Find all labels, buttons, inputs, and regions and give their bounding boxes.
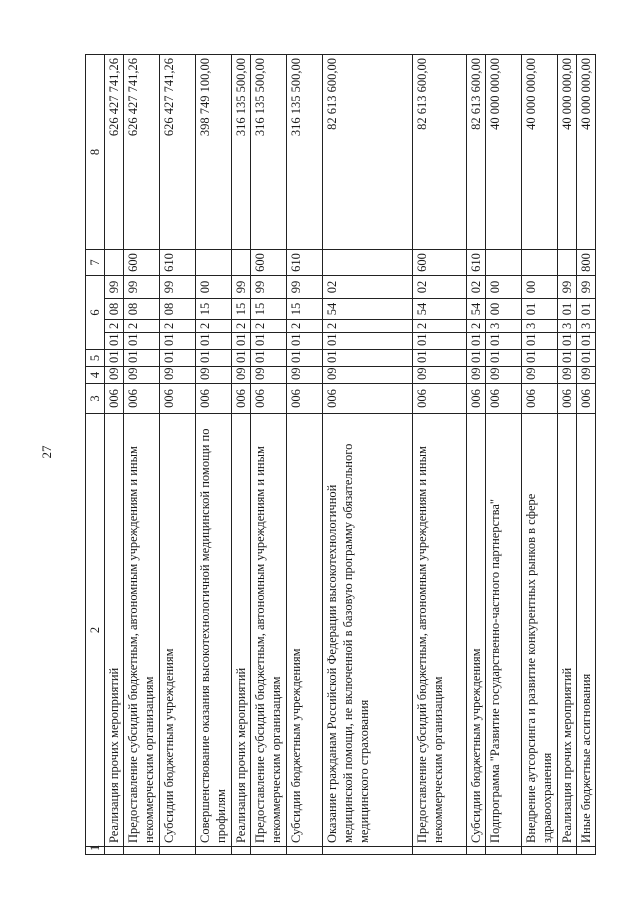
- code-cell: 2: [124, 320, 160, 333]
- amount-cell: 40 000 000,00: [558, 55, 577, 250]
- code-cell: 006: [160, 384, 196, 414]
- code-cell: 09: [413, 367, 467, 384]
- code-cell: 01: [577, 350, 596, 367]
- code-cell: 006: [522, 384, 558, 414]
- code-cell: 99: [105, 276, 124, 299]
- document-table-area: [85, 55, 593, 855]
- empty-cell: [124, 847, 160, 855]
- column-number-row: [86, 55, 105, 855]
- code-cell: 54: [467, 299, 486, 320]
- code-cell: 01: [287, 350, 323, 367]
- code-cell: 00: [522, 276, 558, 299]
- code-cell: 01: [323, 333, 413, 350]
- table-row: [105, 55, 124, 855]
- code-cell: 01: [251, 333, 287, 350]
- code-cell: 006: [486, 384, 522, 414]
- empty-cell: [467, 847, 486, 855]
- code-cell: 01: [196, 333, 232, 350]
- code-cell: [522, 250, 558, 276]
- code-cell: 99: [232, 276, 251, 299]
- code-cell: 01: [232, 333, 251, 350]
- code-cell: 006: [232, 384, 251, 414]
- code-cell: [323, 250, 413, 276]
- code-cell: 01: [160, 350, 196, 367]
- name-cell: Предоставление субсидий бюджетным, автономным учреждениям и иным некоммерческим организациям: [251, 414, 287, 847]
- table-row: [558, 55, 577, 855]
- amount-cell: 316 135 500,00: [251, 55, 287, 250]
- code-cell: 01: [323, 350, 413, 367]
- code-cell: 01: [413, 333, 467, 350]
- code-cell: 99: [287, 276, 323, 299]
- code-cell: 09: [467, 367, 486, 384]
- table-row: [124, 55, 160, 855]
- empty-cell: [251, 847, 287, 855]
- code-cell: 09: [232, 367, 251, 384]
- code-cell: 2: [413, 320, 467, 333]
- table-row: [251, 55, 287, 855]
- column-number: 4: [86, 367, 105, 384]
- code-cell: 08: [160, 299, 196, 320]
- code-cell: 800: [577, 250, 596, 276]
- code-cell: 99: [558, 276, 577, 299]
- code-cell: 01: [232, 350, 251, 367]
- empty-cell: [196, 847, 232, 855]
- code-cell: 02: [467, 276, 486, 299]
- name-cell: Субсидии бюджетным учреждениям: [160, 414, 196, 847]
- code-cell: 01: [522, 333, 558, 350]
- code-cell: 15: [196, 299, 232, 320]
- code-cell: 006: [577, 384, 596, 414]
- code-cell: 99: [160, 276, 196, 299]
- code-cell: 01: [251, 350, 287, 367]
- empty-cell: [232, 847, 251, 855]
- empty-cell: [160, 847, 196, 855]
- code-cell: 09: [577, 367, 596, 384]
- empty-cell: [413, 847, 467, 855]
- amount-cell: 82 613 600,00: [467, 55, 486, 250]
- code-cell: 01: [124, 333, 160, 350]
- code-cell: 01: [577, 299, 596, 320]
- code-cell: 01: [124, 350, 160, 367]
- table-row: [522, 55, 558, 855]
- code-cell: 09: [124, 367, 160, 384]
- name-cell: Предоставление субсидий бюджетным, автономным учреждениям и иным некоммерческим организациям: [413, 414, 467, 847]
- empty-cell: [287, 847, 323, 855]
- table-row: [413, 55, 467, 855]
- code-cell: 006: [251, 384, 287, 414]
- code-cell: 2: [232, 320, 251, 333]
- amount-cell: 316 135 500,00: [287, 55, 323, 250]
- table-row: [196, 55, 232, 855]
- budget-table: [85, 54, 596, 855]
- code-cell: 2: [323, 320, 413, 333]
- code-cell: 09: [196, 367, 232, 384]
- table-row: [232, 55, 251, 855]
- code-cell: 09: [251, 367, 287, 384]
- code-cell: 006: [287, 384, 323, 414]
- code-cell: 3: [558, 320, 577, 333]
- code-cell: 99: [251, 276, 287, 299]
- code-cell: 01: [577, 333, 596, 350]
- name-cell: Внедрение аутсорсинга и развитие конкурентных рынков в сфере здравоохранения: [522, 414, 558, 847]
- code-cell: 09: [486, 367, 522, 384]
- empty-cell: [558, 847, 577, 855]
- amount-cell: 82 613 600,00: [323, 55, 413, 250]
- code-cell: 08: [105, 299, 124, 320]
- code-cell: 01: [160, 333, 196, 350]
- amount-cell: 316 135 500,00: [232, 55, 251, 250]
- empty-cell: [323, 847, 413, 855]
- code-cell: 600: [413, 250, 467, 276]
- table-row: [323, 55, 413, 855]
- code-cell: [558, 250, 577, 276]
- amount-cell: 626 427 741,26: [160, 55, 196, 250]
- column-number: 1: [86, 847, 105, 855]
- code-cell: 01: [558, 333, 577, 350]
- name-cell: Субсидии бюджетным учреждениям: [287, 414, 323, 847]
- name-cell: Предоставление субсидий бюджетным, автономным учреждениям и иным некоммерческим организациям: [124, 414, 160, 847]
- code-cell: 15: [251, 299, 287, 320]
- column-number: 8: [86, 55, 105, 250]
- code-cell: 99: [577, 276, 596, 299]
- table-row: [287, 55, 323, 855]
- page-number: 27: [39, 445, 54, 459]
- table-row: [160, 55, 196, 855]
- code-cell: 00: [486, 276, 522, 299]
- code-cell: 006: [323, 384, 413, 414]
- code-cell: 006: [413, 384, 467, 414]
- code-cell: 3: [577, 320, 596, 333]
- code-cell: 01: [196, 350, 232, 367]
- code-cell: 2: [105, 320, 124, 333]
- code-cell: 15: [287, 299, 323, 320]
- empty-cell: [486, 847, 522, 855]
- column-number: 7: [86, 250, 105, 276]
- code-cell: 600: [124, 250, 160, 276]
- code-cell: 09: [160, 367, 196, 384]
- code-cell: 01: [522, 350, 558, 367]
- code-cell: 15: [232, 299, 251, 320]
- column-number: 3: [86, 384, 105, 414]
- code-cell: 2: [287, 320, 323, 333]
- code-cell: [196, 250, 232, 276]
- name-cell: Реализация прочих мероприятий: [232, 414, 251, 847]
- name-cell: Иные бюджетные ассигнования: [577, 414, 596, 847]
- name-cell: Реализация прочих мероприятий: [558, 414, 577, 847]
- code-cell: 3: [522, 320, 558, 333]
- code-cell: 2: [467, 320, 486, 333]
- code-cell: 01: [522, 299, 558, 320]
- code-cell: 09: [287, 367, 323, 384]
- code-cell: 54: [323, 299, 413, 320]
- code-cell: 09: [323, 367, 413, 384]
- code-cell: 01: [486, 333, 522, 350]
- code-cell: 02: [413, 276, 467, 299]
- amount-cell: 626 427 741,26: [105, 55, 124, 250]
- code-cell: [232, 250, 251, 276]
- code-cell: [486, 250, 522, 276]
- code-cell: 01: [486, 350, 522, 367]
- code-cell: 006: [124, 384, 160, 414]
- code-cell: 01: [467, 333, 486, 350]
- column-number: 5: [86, 350, 105, 367]
- code-cell: 610: [467, 250, 486, 276]
- name-cell: Субсидии бюджетным учреждениям: [467, 414, 486, 847]
- code-cell: 01: [558, 350, 577, 367]
- code-cell: 00: [196, 276, 232, 299]
- code-cell: 2: [251, 320, 287, 333]
- amount-cell: 626 427 741,26: [124, 55, 160, 250]
- code-cell: 09: [522, 367, 558, 384]
- empty-cell: [522, 847, 558, 855]
- name-cell: Оказание гражданам Российской Федерации высокотехнологичной медицинской помощи, не включенной в базовую программу обязательного медицинского страхования: [323, 414, 413, 847]
- code-cell: 08: [124, 299, 160, 320]
- amount-cell: 40 000 000,00: [522, 55, 558, 250]
- code-cell: 610: [160, 250, 196, 276]
- amount-cell: 82 613 600,00: [413, 55, 467, 250]
- code-cell: 01: [558, 299, 577, 320]
- code-cell: 01: [287, 333, 323, 350]
- table-row: [577, 55, 596, 855]
- code-cell: 01: [467, 350, 486, 367]
- code-cell: 3: [486, 320, 522, 333]
- table-row: [486, 55, 522, 855]
- name-cell: Совершенствование оказания высокотехнологичной медицинской помощи по профилям: [196, 414, 232, 847]
- column-number: 2: [86, 414, 105, 847]
- code-cell: 01: [413, 350, 467, 367]
- code-cell: 006: [196, 384, 232, 414]
- code-cell: 99: [124, 276, 160, 299]
- table-row: [467, 55, 486, 855]
- amount-cell: 40 000 000,00: [577, 55, 596, 250]
- code-cell: 00: [486, 299, 522, 320]
- code-cell: 006: [467, 384, 486, 414]
- name-cell: Реализация прочих мероприятий: [105, 414, 124, 847]
- code-cell: 006: [558, 384, 577, 414]
- code-cell: 01: [105, 350, 124, 367]
- code-cell: 600: [251, 250, 287, 276]
- amount-cell: 398 749 100,00: [196, 55, 232, 250]
- code-cell: 02: [323, 276, 413, 299]
- code-cell: 2: [196, 320, 232, 333]
- code-cell: 006: [105, 384, 124, 414]
- code-cell: 09: [105, 367, 124, 384]
- code-cell: [105, 250, 124, 276]
- empty-cell: [105, 847, 124, 855]
- empty-cell: [577, 847, 596, 855]
- column-number: 6: [86, 276, 105, 350]
- code-cell: 54: [413, 299, 467, 320]
- code-cell: 09: [558, 367, 577, 384]
- code-cell: 610: [287, 250, 323, 276]
- code-cell: 01: [105, 333, 124, 350]
- code-cell: 2: [160, 320, 196, 333]
- name-cell: Подпрограмма "Развитие государственно-частного партнерства": [486, 414, 522, 847]
- amount-cell: 40 000 000,00: [486, 55, 522, 250]
